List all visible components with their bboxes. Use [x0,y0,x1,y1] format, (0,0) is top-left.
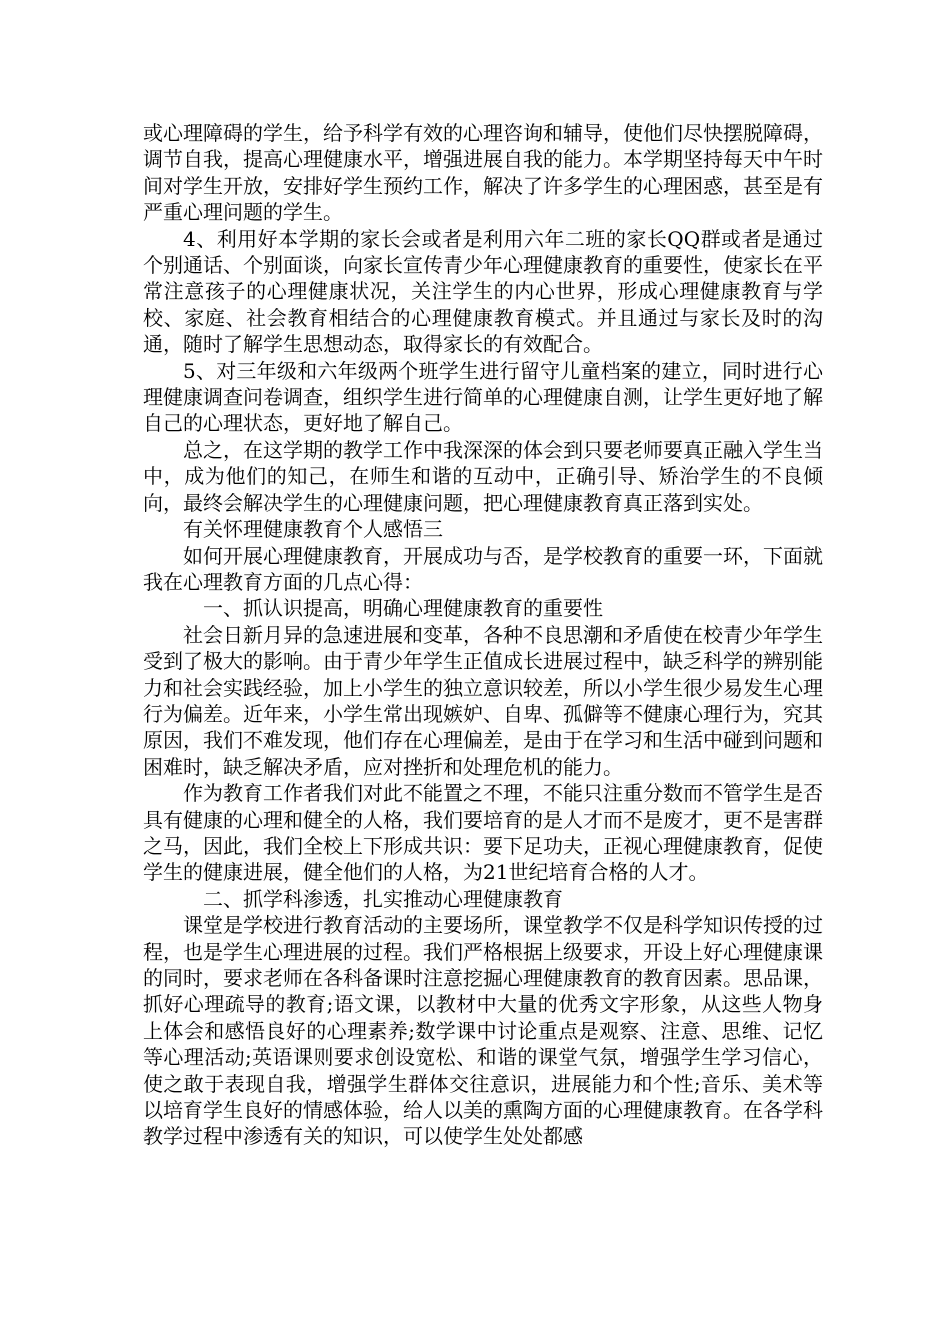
heading-section-one: 一、抓认识提高，明确心理健康教育的重要性 [203,596,603,621]
paragraph-classroom: 课堂是学校进行教育活动的主要场所，课堂教学不仅是科学知识传授的过程，也是学生心理进展的过程。我们严格根据上级要求，开设上好心理健康课的同时，要求老师在各科备课时注意挖掘心理健康教育的教育因素。思品课，抓好心理疏导的教育;语文课，以教材中大量的优秀文字形象，从这些人物身上体会和感悟良好的心理素养;数学课中讨论重点是观察、注意、思维、记忆等心理活动;英语课则要求创设宽松、和谐的课堂气氛，增强学生学习信心，使之敢于表现自我，增强学生群体交往意识，进展能力和个性;音乐、美术等以培育学生良好的情感体验，给人以美的熏陶方面的心理健康教育。在各学科教学过程中渗透有关的知识，可以使学生处处都感 [143,913,823,1149]
paragraph-social-changes: 社会日新月异的急速进展和变革，各种不良思潮和矛盾使在校青少年学生受到了极大的影响。由于青少年学生正值成长进展过程中，缺乏科学的辨别能力和社会实践经验，加上小学生的独立意识较差，所以小学生很少易发生心理行为偏差。近年来，小学生常出现嫉妒、自卑、孤僻等不健康心理行为，究其原因，我们不难发现，他们存在心理偏差，是由于在学习和生活中碰到问题和困难时，缺乏解决矛盾，应对挫折和处理危机的能力。 [143,622,823,779]
heading-section-two: 二、抓学科渗透，扎实推动心理健康教育 [203,886,563,911]
paragraph-item-4-parents: 4、利用好本学期的家长会或者是利用六年二班的家长QQ群或者是通过个别通话、个别面谈，向家长宣传青少年心理健康教育的重要性，使家长在平常注意孩子的心理健康状况，关注学生的内心世界，形成心理健康教育与学校、家庭、社会教育相结合的心理健康教育模式。并且通过与家长及时的沟通，随时了解学生思想动态，取得家长的有效配合。 [143,226,823,357]
section-title-reflection-three: 有关怀理健康教育个人感悟三 [183,517,443,542]
document-page [143,120,823,1150]
paragraph-item-5-archives: 5、对三年级和六年级两个班学生进行留守儿童档案的建立，同时进行心理健康调查问卷调查，组织学生进行简单的心理健康自测，让学生更好地了解自己的心理状态，更好地了解自己。 [143,358,823,436]
paragraph-summary: 总之，在这学期的教学工作中我深深的体会到只要老师要真正融入学生当中，成为他们的知己，在师生和谐的互动中，正确引导、矫治学生的不良倾向，最终会解决学生的心理健康问题，把心理健康教育真正落到实处。 [143,437,823,515]
paragraph-counseling-continued: 或心理障碍的学生，给予科学有效的心理咨询和辅导，使他们尽快摆脱障碍，调节自我，提高心理健康水平，增强进展自我的能力。本学期坚持每天中午时间对学生开放，安排好学生预约工作，解决了许多学生的心理困惑，甚至是有严重心理问题的学生。 [143,121,823,225]
paragraph-introduction: 如何开展心理健康教育，开展成功与否，是学校教育的重要一环，下面就我在心理教育方面的几点心得： [143,543,823,594]
paragraph-educator-role: 作为教育工作者我们对此不能置之不理，不能只注重分数而不管学生是否具有健康的心理和健全的人格，我们要培育的是人才而不是废才，更不是害群之马，因此，我们全校上下形成共识：要下足功夫，正视心理健康教育，促使学生的健康进展，健全他们的人格，为21世纪培育合格的人才。 [143,781,823,885]
